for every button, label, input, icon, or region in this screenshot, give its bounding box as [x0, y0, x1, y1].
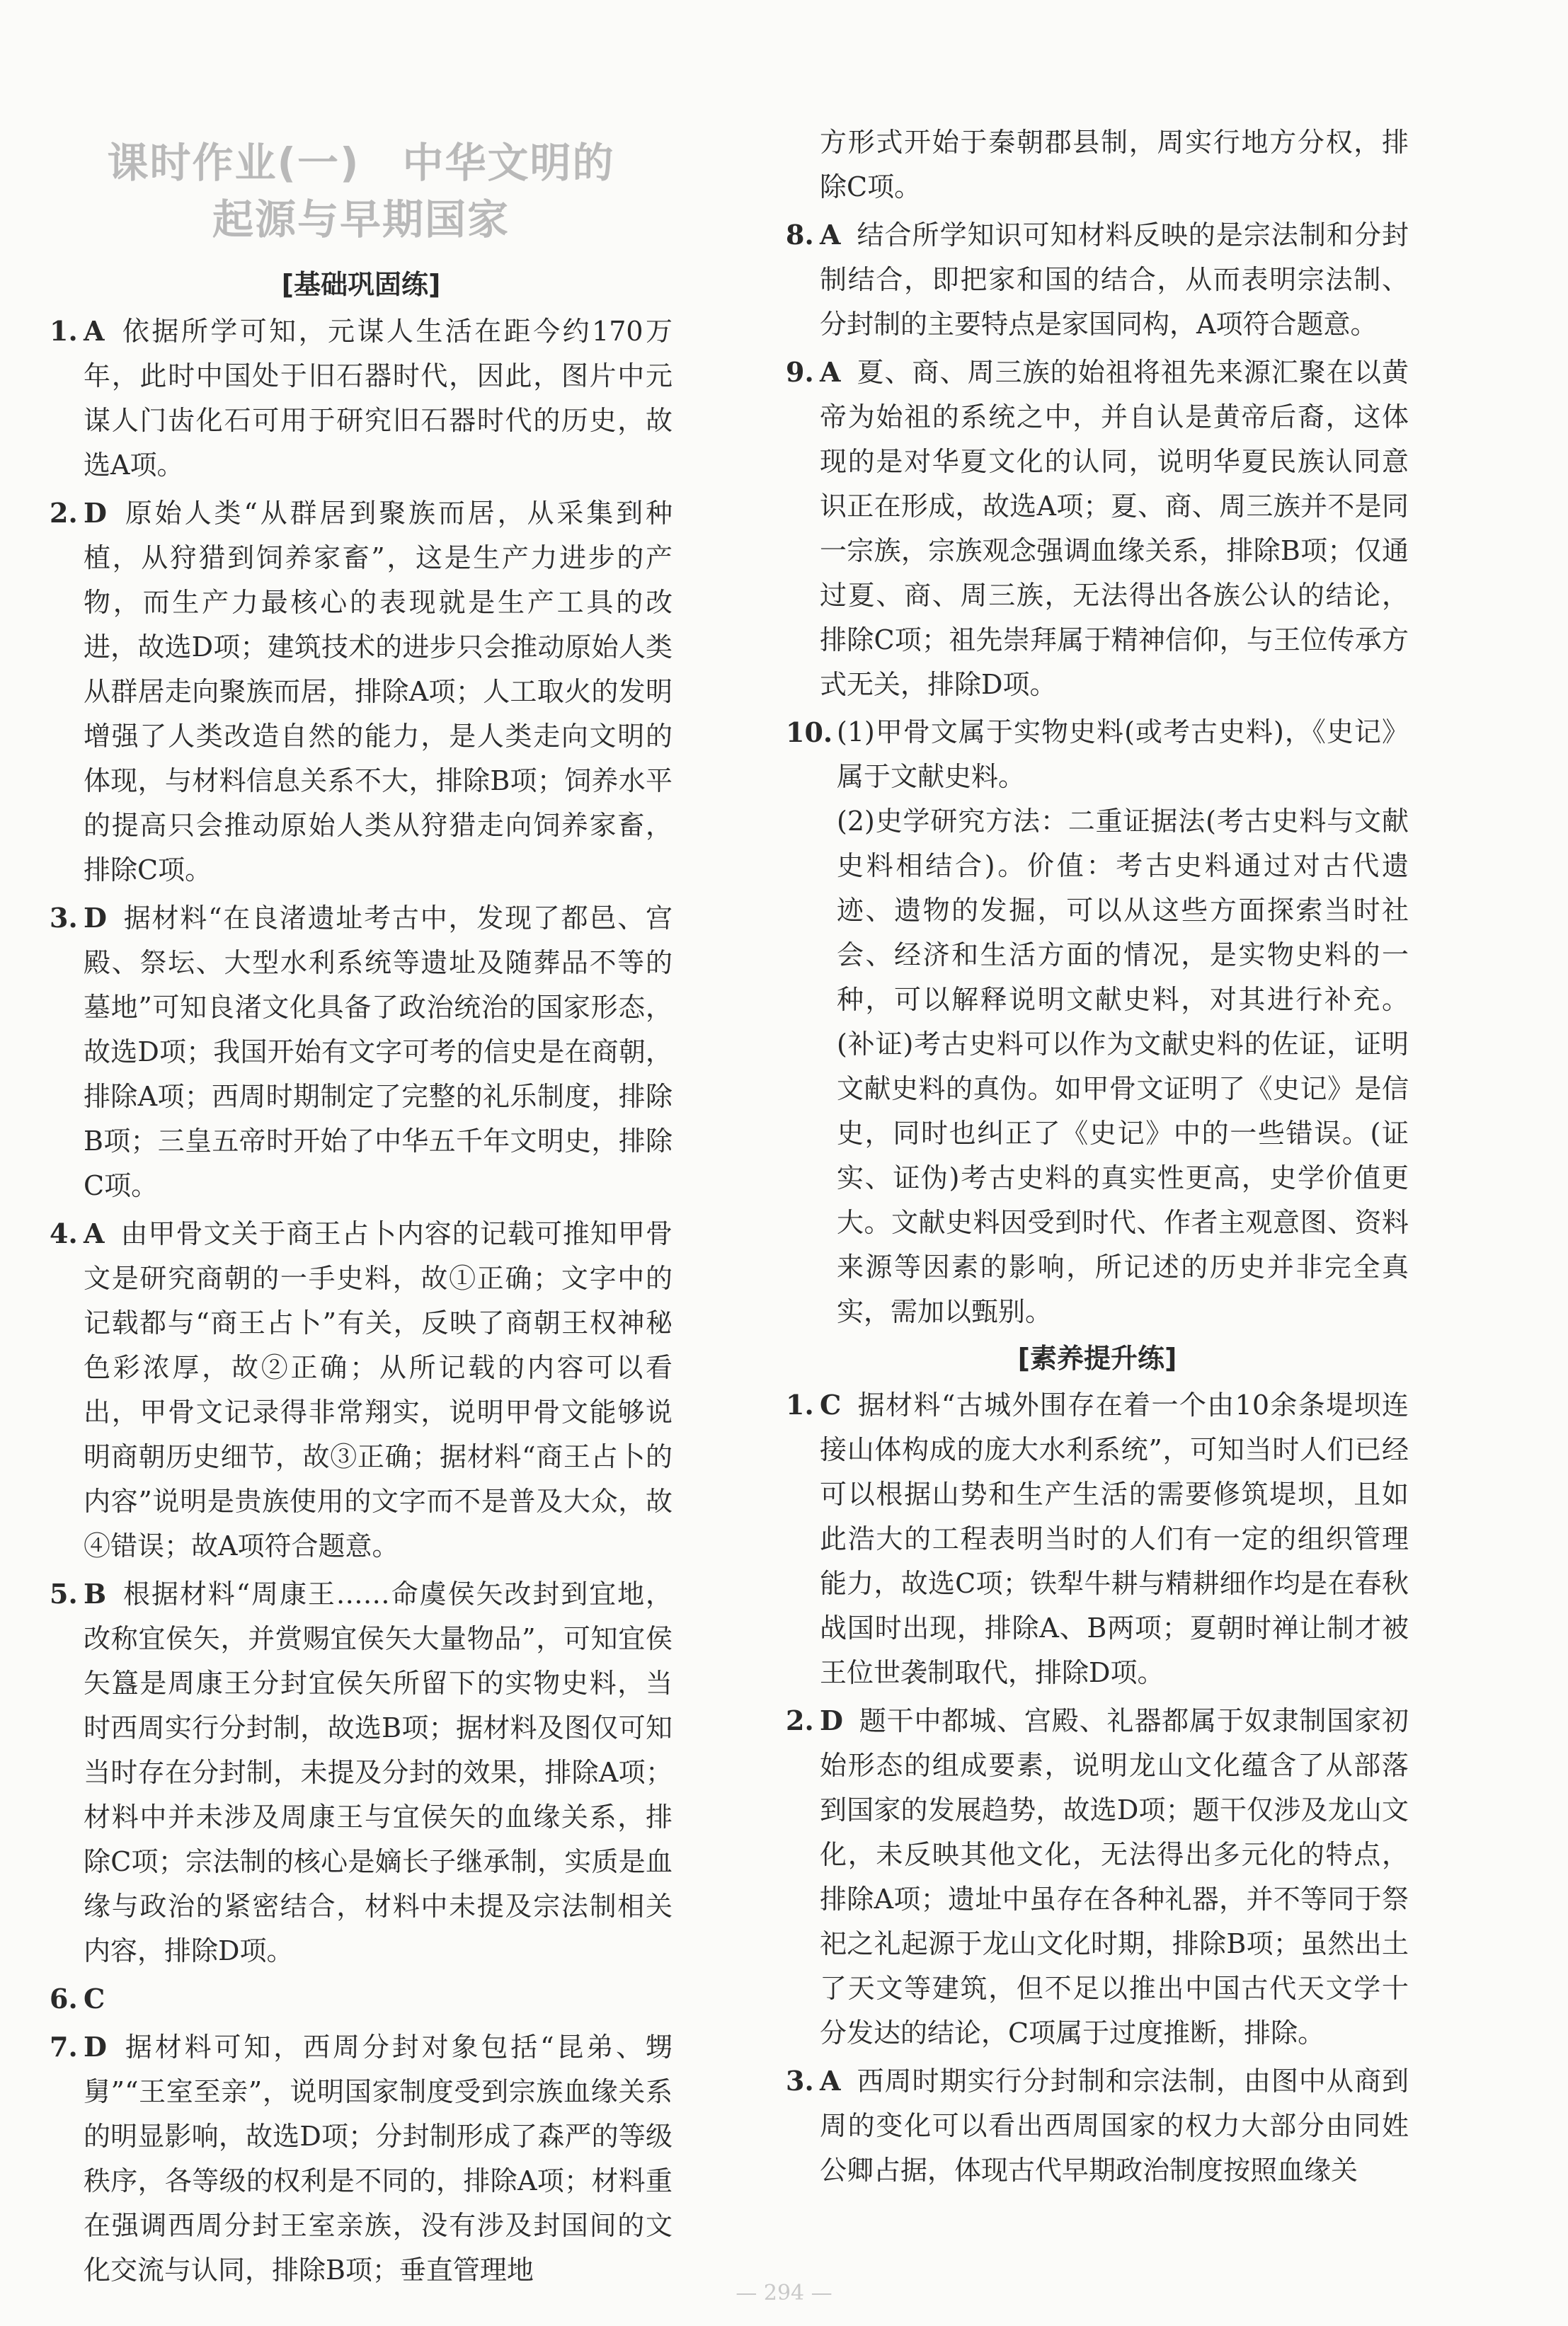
- item-answer: D: [820, 1705, 843, 1736]
- item-number: 3.: [50, 902, 78, 934]
- item-number: 10.: [786, 716, 833, 748]
- item-number: 5.: [50, 1578, 78, 1610]
- answer-item: [50, 895, 673, 1208]
- title-line-1: 课时作业(一) 中华文明的: [107, 139, 615, 187]
- item-number: 9.: [786, 356, 814, 388]
- answer-item: [50, 2024, 673, 2293]
- answer-item: [50, 1211, 673, 1569]
- item-number: 1.: [50, 315, 78, 347]
- item-answer: A: [820, 219, 841, 251]
- item-explanation: 原始人类“从群居到聚族而居，从采集到种植，从狩猎到饲养家畜”，这是生产力进步的产物，而生产力最核心的表现就是生产工具的改进，故选D项；建筑技术的进步只会推动原始人类从群居走向聚族而居，排除A项；人工取火的发明增强了人类改造自然的能力，是人类走向文明的体现，与材料信息关系不大，排除B项；饲养水平的提高只会推动原始人类从狩猎走向饲养家畜，排除C项。: [84, 498, 673, 886]
- answer-item: [786, 2058, 1409, 2193]
- item-explanation: 据材料“古城外围存在着一个由10余条堤坝连接山体构成的庞大水利系统”，可知当时人们已经可以根据山势和生产生活的需要修筑堤坝，且如此浩大的工程表明当时的人们有一定的组织管理能力，故选C项；铁犁牛耕与精耕细作均是在春秋战国时出现，排除A、B两项；夏朝时禅让制才被王位世袭制取代，排除D项。: [820, 1390, 1409, 1688]
- item-10-part-1: (1)甲骨文属于实物史料(或考古史料)，《史记》属于文献史料。: [837, 716, 1409, 792]
- item-answer: B: [84, 1578, 107, 1610]
- item-10-part-2: (2)史学研究方法：二重证据法(考古史料与文献史料相结合)。价值：考古史料通过对古代遗迹、遗物的发掘，可以从这些方面探索当时社会、经济和生活方面的情况，是实物史料的一种，可以解释说明文献史料，对其进行补充。(补证)考古史料可以作为文献史料的佐证，证明文献史料的真伪。如甲骨文证明了《史记》是信史，同时也纠正了《史记》中的一些错误。(证实、证伪)考古史料的真实性更高，史学价值更大。文献史料因受到时代、作者主观意图、资料来源等因素的影响，所记述的历史并非完全真实，需加以甄别。: [837, 806, 1409, 1327]
- answer-item: [786, 1382, 1409, 1695]
- item-number: 8.: [786, 219, 814, 251]
- answer-item: [50, 491, 673, 893]
- left-column: [50, 120, 673, 2296]
- item-number: 4.: [50, 1218, 78, 1249]
- item-number: 6.: [50, 1983, 78, 2015]
- answer-item: [50, 309, 673, 488]
- item-explanation: 根据材料“周康王……命虞侯矢改封到宜地，改称宜侯矢，并赏赐宜侯矢大量物品”，可知宜侯矢簋是周康王分封宜侯矢所留下的实物史料，当时西周实行分封制，故选B项；据材料及图仅可知当时存在分封制，未提及分封的效果，排除A项；材料中并未涉及周康王与宜侯矢的血缘关系，排除C项；宗法制的核心是嫡长子继承制，实质是血缘与政治的紧密结合，材料中未提及宗法制相关内容，排除D项。: [84, 1579, 673, 1966]
- item-answer: A: [820, 356, 841, 388]
- item-answer: C: [820, 1389, 842, 1421]
- item-number: 1.: [786, 1389, 814, 1421]
- item-explanation: 由甲骨文关于商王占卜内容的记载可推知甲骨文是研究商朝的一手史料，故①正确；文字中的记载都与“商王占卜”有关，反映了商朝王权神秘色彩浓厚，故②正确；从所记载的内容可以看出，甲骨文记录得非常翔实，说明甲骨文能够说明商朝历史细节，故③正确；据材料“商王占卜的内容”说明是贵族使用的文字而不是普及大众，故④错误；故A项符合题意。: [84, 1218, 673, 1562]
- item-answer: D: [84, 902, 107, 934]
- item-explanation: 依据所学可知，元谋人生活在距今约170万年，此时中国处于旧石器时代，因此，图片中元谋人门齿化石可用于研究旧石器时代的历史，故选A项。: [84, 316, 673, 481]
- item-explanation: 结合所学知识可知材料反映的是宗法制和分封制结合，即把家和国的结合，从而表明宗法制、分封制的主要特点是家国同构，A项符合题意。: [820, 219, 1409, 340]
- item-number: 3.: [786, 2065, 814, 2097]
- answer-item: [786, 350, 1409, 707]
- answer-item-10: [786, 710, 1409, 1334]
- answer-item: [786, 1698, 1409, 2056]
- section-heading-advanced: [素养提升练]: [1017, 1343, 1177, 1374]
- item-answer: A: [84, 315, 105, 347]
- item-explanation: 据材料“在良渚遗址考古中，发现了都邑、宫殿、祭坛、大型水利系统等遗址及随葬品不等的墓地”可知良渚文化具备了政治统治的国家形态，故选D项；我国开始有文字可考的信史是在商朝，排除A项；西周时期制定了完整的礼乐制度，排除B项；三皇五帝时开始了中华五千年文明史，排除C项。: [84, 903, 673, 1201]
- item-explanation: 夏、商、周三族的始祖将祖先来源汇聚在以黄帝为始祖的系统之中，并自认是黄帝后裔，这体现的是对华夏文化的认同，说明华夏民族认同意识正在形成，故选A项；夏、商、周三族并不是同一宗族，宗族观念强调血缘关系，排除B项；仅通过夏、商、周三族，无法得出各族公认的结论，排除C项；祖先崇拜属于精神信仰，与王位传承方式无关，排除D项。: [820, 357, 1409, 700]
- page-number: — 294 —: [736, 2281, 832, 2305]
- item-answer: C: [84, 1983, 105, 2015]
- item-explanation: 题干中都城、宫殿、礼器都属于奴隶制国家初始形态的组成要素，说明龙山文化蕴含了从部落到国家的发展趋势，故选D项；题干仅涉及龙山文化，未反映其他文化，无法得出多元化的特点，排除A项；遗址中虽存在各种礼器，并不等同于祭祀之礼起源于龙山文化时期，排除B项；虽然出土了天文等建筑，但不足以推出中国古代天文学十分发达的结论，C项属于过度推断，排除。: [820, 1705, 1409, 2049]
- page-title: [50, 134, 673, 248]
- item-answer: D: [84, 497, 107, 529]
- answer-item: [786, 212, 1409, 347]
- section-heading-basic: [基础巩固练]: [281, 269, 441, 300]
- answer-item: [50, 1976, 673, 2022]
- right-column: [786, 120, 1409, 2196]
- item-answer: A: [84, 1218, 105, 1249]
- title-line-2: 起源与早期国家: [212, 195, 510, 244]
- continued-text: 方形式开始于秦朝郡县制，周实行地方分权，排除C项。: [820, 127, 1409, 202]
- item-explanation: 西周时期实行分封制和宗法制，由图中从商到周的变化可以看出西周国家的权力大部分由同姓公卿占据，体现古代早期政治制度按照血缘关: [820, 2066, 1409, 2186]
- item-number: 7.: [50, 2031, 78, 2063]
- item-number: 2.: [786, 1705, 814, 1736]
- item-answer: D: [84, 2031, 107, 2063]
- item-explanation: 据材料可知，西周分封对象包括“昆弟、甥舅”“王室至亲”，说明国家制度受到宗族血缘关系的明显影响，故选D项；分封制形成了森严的等级秩序，各等级的权利是不同的，排除A项；材料重在强调西周分封王室亲族，没有涉及封国间的文化交流与认同，排除B项；垂直管理地: [84, 2032, 673, 2286]
- answer-item: [50, 1571, 673, 1973]
- item-answer: A: [820, 2065, 841, 2097]
- item-number: 2.: [50, 497, 78, 529]
